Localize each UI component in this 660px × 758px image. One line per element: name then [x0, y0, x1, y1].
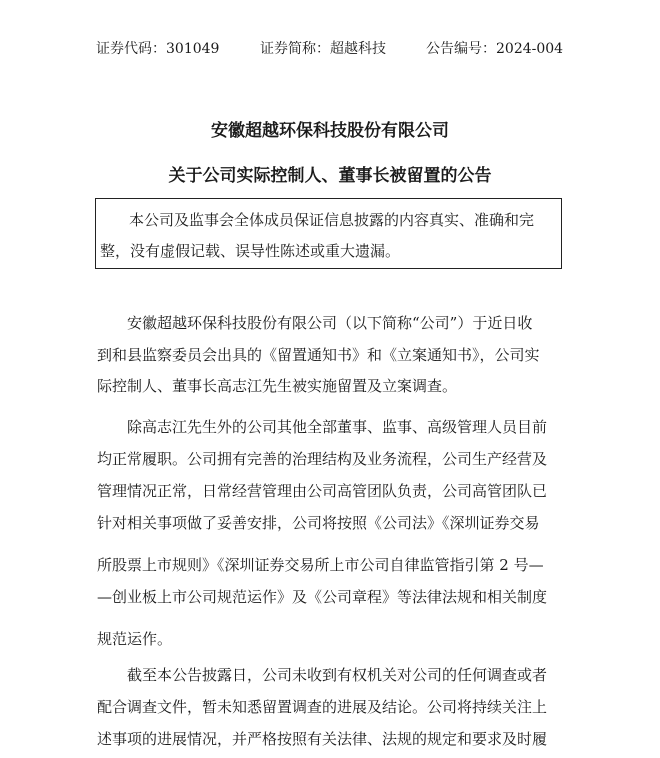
statement-line: 本公司及监事会全体成员保证信息披露的内容真实、准确和完: [129, 211, 535, 229]
body-line: 管理情况正常，日常经营管理由公司高管团队负责，公司高管团队已: [97, 482, 548, 500]
body-line: 所股票上市规则》《深圳证券交易所上市公司自律监管指引第 2 号—: [97, 556, 544, 574]
notice-title: 关于公司实际控制人、董事长被留置的公告: [168, 166, 492, 186]
body-line: —创业板上市公司规范运作》及《公司章程》等法律法规和相关制度: [97, 588, 548, 606]
stock-code: 证券代码：301049: [96, 41, 220, 57]
body-line: 述事项的进展情况，并严格按照有关法律、法规的规定和要求及时履: [97, 730, 548, 748]
company-name: 安徽超越环保科技股份有限公司: [211, 121, 449, 141]
statement-line: 整，没有虚假记载、误导性陈述或重大遗漏。: [100, 242, 401, 260]
body-line: 针对相关事项做了妥善安排，公司将按照《公司法》《深圳证券交易: [97, 514, 540, 532]
body-line: 均正常履职。公司拥有完善的治理结构及业务流程，公司生产经营及: [97, 450, 548, 468]
body-line: 规范运作。: [97, 630, 173, 648]
notice-number: 公告编号：2024-004: [426, 41, 564, 57]
body-line: 际控制人、董事长高志江先生被实施留置及立案调查。: [97, 377, 458, 395]
body-line: 到和县监察委员会出具的《留置通知书》和《立案通知书》，公司实: [97, 346, 540, 364]
body-line: 截至本公告披露日，公司未收到有权机关对公司的任何调查或者: [127, 666, 548, 684]
stock-short-name: 证券简称：超越科技: [260, 41, 386, 57]
body-line: 配合调查文件，暂未知悉留置调查的进展及结论。公司将持续关注上: [97, 698, 548, 716]
body-line: 除高志江先生外的公司其他全部董事、监事、高级管理人员目前: [127, 418, 548, 436]
body-line: 安徽超越环保科技股份有限公司（以下简称“公司”）于近日收: [127, 314, 533, 332]
disclosure-statement-box: [95, 198, 562, 269]
